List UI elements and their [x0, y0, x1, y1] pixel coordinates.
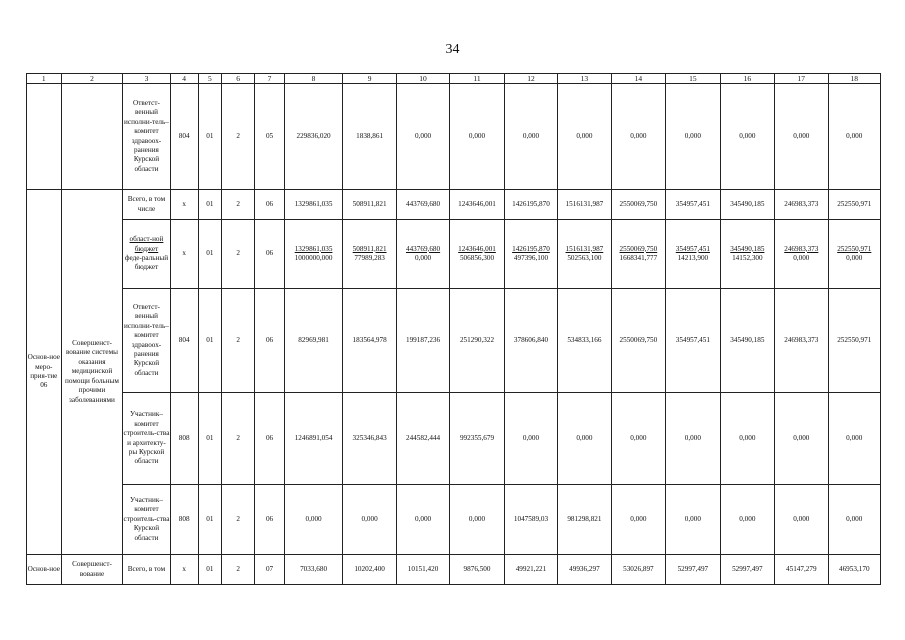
value-cell: 0,000 [775, 84, 828, 190]
value-cell: 252550,971 [828, 190, 880, 220]
table-row [27, 485, 881, 555]
code-cell-c5: 01 [198, 393, 221, 485]
value-cell [396, 220, 449, 289]
value-cell: 7033,680 [284, 555, 343, 585]
column-number-cell: 6 [221, 74, 255, 84]
value-cell: 246983,373 [775, 190, 828, 220]
column-number-cell: 10 [396, 74, 449, 84]
value-cell: 252550,971 [828, 289, 880, 393]
value-cell: 325346,843 [343, 393, 396, 485]
table-row [27, 220, 881, 289]
code-cell-c4: 808 [170, 393, 198, 485]
code-cell-c4: х [170, 220, 198, 289]
value-federal: 77989,283 [354, 254, 385, 262]
code-cell-c4: 808 [170, 485, 198, 555]
code-cell-c5: 01 [198, 190, 221, 220]
value-regional: 2550069,750 [619, 244, 658, 253]
code-cell-c5: 01 [198, 289, 221, 393]
value-cell: 2550069,750 [611, 190, 665, 220]
value-cell: 534833,166 [558, 289, 611, 393]
value-cell: 0,000 [611, 485, 665, 555]
value-cell: 1426195,870 [504, 190, 557, 220]
column-number-cell: 1 [27, 74, 62, 84]
value-cell: 244582,444 [396, 393, 449, 485]
page-number: 34 [445, 42, 460, 57]
value-cell: 0,000 [504, 84, 557, 190]
value-regional: 443769,680 [405, 244, 441, 253]
recipient-cell: Ответст-венный исполни-тель–комитет здравоох-ранения Курской области [123, 84, 170, 190]
value-cell: 345490,185 [720, 289, 774, 393]
value-federal: 497396,100 [513, 254, 549, 262]
value-cell [775, 220, 828, 289]
column-number-cell: 2 [61, 74, 123, 84]
value-cell: 183564,978 [343, 289, 396, 393]
value-cell: 0,000 [720, 393, 774, 485]
value-cell: 53026,897 [611, 555, 665, 585]
value-cell: 0,000 [396, 84, 449, 190]
value-cell: 229836,020 [284, 84, 343, 190]
value-cell [343, 220, 396, 289]
value-cell: 981298,821 [558, 485, 611, 555]
value-regional: 246983,373 [784, 244, 819, 253]
code-cell-c5: 01 [198, 84, 221, 190]
regional-budget-label: област-ной бюджет [129, 235, 164, 253]
value-cell: 0,000 [720, 84, 774, 190]
value-cell: 52997,497 [720, 555, 774, 585]
table-row [27, 289, 881, 393]
value-cell: 0,000 [666, 84, 720, 190]
federal-budget-label: феде-ральный бюджет [124, 254, 169, 272]
value-federal: 14152,300 [732, 254, 763, 262]
value-cell: 0,000 [775, 485, 828, 555]
value-cell: 508911,821 [343, 190, 396, 220]
column-number-cell: 5 [198, 74, 221, 84]
value-cell [450, 220, 504, 289]
code-cell-c4: 804 [170, 84, 198, 190]
value-regional: 508911,821 [352, 244, 387, 253]
value-cell [558, 220, 611, 289]
column-number-cell: 4 [170, 74, 198, 84]
value-regional: 354957,451 [675, 244, 710, 253]
recipient-cell: Всего, в том числе [123, 190, 170, 220]
value-cell: 345490,185 [720, 190, 774, 220]
code-cell-c4: х [170, 555, 198, 585]
value-regional: 252550,971 [837, 244, 872, 253]
value-cell: 10202,400 [343, 555, 396, 585]
column-number-cell: 9 [343, 74, 396, 84]
value-cell: 1047589,03 [504, 485, 557, 555]
value-regional: 1426195,870 [512, 244, 550, 253]
value-cell: 1246891,054 [284, 393, 343, 485]
table-row [27, 555, 881, 585]
code-cell-c6: 2 [221, 485, 255, 555]
code-cell-c5: 01 [198, 555, 221, 585]
value-cell: 0,000 [558, 84, 611, 190]
value-cell [720, 220, 774, 289]
value-federal: 0,000 [846, 254, 863, 262]
value-federal: 506856,300 [459, 254, 495, 262]
value-cell: 251290,322 [450, 289, 504, 393]
code-cell-c4: 804 [170, 289, 198, 393]
value-cell: 0,000 [558, 393, 611, 485]
table-row [27, 190, 881, 220]
event-code-cell: Основ-ное меро-прия-тие 06 [27, 190, 62, 555]
value-federal: 0,000 [793, 254, 810, 262]
value-cell: 0,000 [828, 485, 880, 555]
table-row [27, 84, 881, 190]
event-name-cell: Совершенст-вование [61, 555, 123, 585]
value-cell [504, 220, 557, 289]
value-cell: 378606,840 [504, 289, 557, 393]
value-cell: 10151,420 [396, 555, 449, 585]
value-cell: 49936,297 [558, 555, 611, 585]
value-cell: 1838,861 [343, 84, 396, 190]
value-cell [611, 220, 665, 289]
budget-table [26, 73, 881, 585]
value-cell: 1329861,035 [284, 190, 343, 220]
column-number-cell: 7 [255, 74, 284, 84]
value-federal: 14213,900 [677, 254, 709, 262]
code-cell-c7: 06 [255, 190, 284, 220]
value-cell: 45147,279 [775, 555, 828, 585]
value-cell: 0,000 [450, 84, 504, 190]
column-number-cell: 18 [828, 74, 880, 84]
recipient-cell [123, 220, 170, 289]
value-federal: 0,000 [414, 254, 432, 262]
value-cell [666, 220, 720, 289]
value-cell: 199187,236 [396, 289, 449, 393]
value-cell: 0,000 [666, 393, 720, 485]
value-regional: 345490,185 [730, 244, 765, 253]
column-number-cell: 16 [720, 74, 774, 84]
value-federal: 1668341,777 [619, 254, 658, 262]
code-cell-c7: 05 [255, 84, 284, 190]
value-federal: 1000000,000 [294, 254, 333, 262]
value-cell: 0,000 [720, 485, 774, 555]
column-number-cell: 8 [284, 74, 343, 84]
column-number-cell: 3 [123, 74, 170, 84]
value-cell: 0,000 [666, 485, 720, 555]
value-cell: 0,000 [504, 393, 557, 485]
recipient-cell: Всего, в том [123, 555, 170, 585]
code-cell-c6: 2 [221, 190, 255, 220]
code-cell-c7: 07 [255, 555, 284, 585]
value-regional: 1516131,987 [565, 244, 604, 253]
code-cell-c5: 01 [198, 220, 221, 289]
value-cell: 0,000 [396, 485, 449, 555]
code-cell-c7: 06 [255, 289, 284, 393]
value-cell: 0,000 [828, 393, 880, 485]
code-cell-c6: 2 [221, 555, 255, 585]
code-cell-c6: 2 [221, 393, 255, 485]
value-cell: 82969,981 [284, 289, 343, 393]
value-cell: 0,000 [611, 393, 665, 485]
value-cell: 2550069,750 [611, 289, 665, 393]
code-cell-c7: 06 [255, 485, 284, 555]
code-cell-c6: 2 [221, 84, 255, 190]
header-row [27, 74, 881, 84]
value-cell: 0,000 [828, 84, 880, 190]
value-cell: 0,000 [611, 84, 665, 190]
code-cell-c6: 2 [221, 220, 255, 289]
value-cell: 1243646,001 [450, 190, 504, 220]
value-cell: 0,000 [343, 485, 396, 555]
value-cell: 354957,451 [666, 190, 720, 220]
value-cell: 246983,373 [775, 289, 828, 393]
code-cell-c4: х [170, 190, 198, 220]
recipient-cell: Ответст-венный исполни-тель–комитет здравоох-ранения Курской области [123, 289, 170, 393]
value-regional: 1329861,035 [294, 244, 333, 253]
code-cell-c7: 06 [255, 220, 284, 289]
column-number-cell: 14 [611, 74, 665, 84]
value-cell: 46953,170 [828, 555, 880, 585]
value-cell: 0,000 [775, 393, 828, 485]
column-number-cell: 11 [450, 74, 504, 84]
value-cell: 0,000 [284, 485, 343, 555]
event-name-cell: Совершенст-вование системы оказания медицинской помощи больным прочими заболеваниями [61, 190, 123, 555]
value-regional: 1243646,001 [458, 244, 496, 253]
event-code-cell: Основ-ное [27, 555, 62, 585]
value-cell: 52997,497 [666, 555, 720, 585]
value-cell: 992355,679 [450, 393, 504, 485]
code-cell-c6: 2 [221, 289, 255, 393]
column-number-cell: 12 [504, 74, 557, 84]
recipient-cell: Участник–комитет строитель-ства и архитекту-ры Курской области [123, 393, 170, 485]
value-cell: 9876,500 [450, 555, 504, 585]
column-number-cell: 15 [666, 74, 720, 84]
value-cell [828, 220, 880, 289]
code-cell-c7: 06 [255, 393, 284, 485]
value-cell: 443769,680 [396, 190, 449, 220]
value-cell: 49921,221 [504, 555, 557, 585]
value-federal: 502563,100 [567, 254, 602, 262]
value-cell: 354957,451 [666, 289, 720, 393]
table-row [27, 393, 881, 485]
code-cell-c5: 01 [198, 485, 221, 555]
value-cell: 0,000 [450, 485, 504, 555]
value-cell: 1516131,987 [558, 190, 611, 220]
recipient-cell: Участник–комитет строитель-ства Курской области [123, 485, 170, 555]
column-number-cell: 17 [775, 74, 828, 84]
column-number-cell: 13 [558, 74, 611, 84]
value-cell [284, 220, 343, 289]
